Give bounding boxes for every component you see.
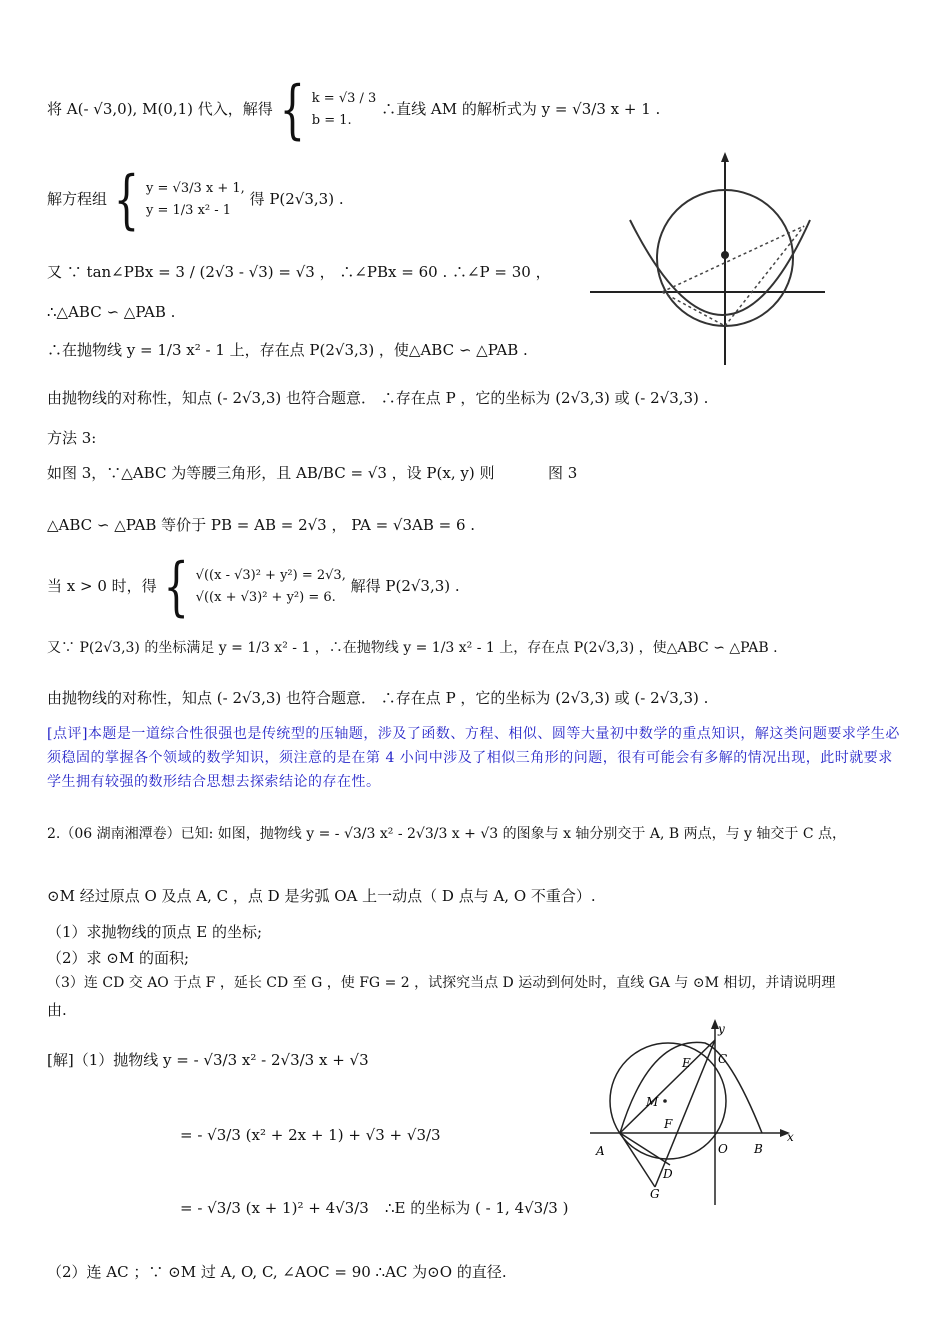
dotted-line-pb	[725, 226, 804, 326]
line-10-tail: 解得 P(2√3,3) .	[350, 577, 460, 595]
label-a: A	[596, 1144, 605, 1158]
line-1-text: 将 A(- √3,0), M(0,1) 代入，解得	[47, 100, 273, 118]
label-x: x	[787, 1130, 794, 1144]
line-11: 又∵ P(2√3,3) 的坐标满足 y = 1/3 x² - 1 ，∴在抛物线 y = 1/3 x² - 1 上，存在点 P(2√3,3) ，使△ABC ∽ △PAB .	[47, 640, 778, 656]
question-2-part-1: （1）求抛物线的顶点 E 的坐标;	[47, 923, 263, 941]
label-g: G	[650, 1187, 660, 1201]
figure-3-caption: 图 3	[548, 464, 578, 482]
line-9: △ABC ∽ △PAB 等价于 PB = AB = 2√3 ， PA = √3AB = 6 .	[47, 516, 476, 534]
question-2-part-3b: 由.	[47, 1001, 67, 1019]
label-o: O	[718, 1142, 728, 1156]
system-2	[146, 178, 245, 222]
system-2-row-a: y = √3/3 x + 1,	[146, 181, 245, 196]
brace: {	[279, 73, 306, 147]
system-1-row-a: k = √3 / 3	[311, 91, 377, 106]
line-7: 方法 3:	[47, 429, 97, 447]
segment-ag	[620, 1133, 655, 1187]
label-e: E	[682, 1056, 691, 1070]
figure-3	[590, 150, 830, 370]
dotted-line-pa	[662, 226, 804, 292]
question-2-part-3a: （3）连 CD 交 AO 于点 F ，延长 CD 至 G ，使 FG = 2 ，试探究当点 D 运动到何处时，直线 GA 与 ⊙M 相切，并请说明理	[47, 975, 836, 991]
point-m	[663, 1099, 667, 1103]
center-point	[721, 251, 729, 259]
circle-m	[610, 1043, 726, 1159]
label-m: M	[646, 1095, 659, 1109]
line-1	[47, 73, 661, 147]
line-3: 又 ∵ tan∠PBx = 3 / (2√3 - √3) = √3 ， ∴∠PBx = 60 . ∴∠P = 30 ，	[47, 263, 551, 281]
line-2-tail: 得 P(2√3,3) .	[249, 190, 344, 208]
system-1	[312, 88, 377, 132]
line-5: ∴在抛物线 y = 1/3 x² - 1 上，存在点 P(2√3,3) ，使△ABC ∽ △PAB .	[47, 341, 528, 359]
line-8: 如图 3，∵△ABC 为等腰三角形，且 AB/BC = √3 ，设 P(x, y) 则	[47, 464, 495, 482]
label-c: C	[718, 1052, 728, 1066]
label-f: F	[664, 1117, 673, 1131]
line-4: ∴△ABC ∽ △PAB .	[47, 303, 176, 321]
solution-line-3: = - √3/3 (x + 1)² + 4√3/3	[180, 1199, 369, 1217]
system-1-row-b: b = 1.	[311, 113, 352, 128]
system-3-row-b: √((x + √3)² + y²) = 6.	[195, 590, 336, 605]
figure-q2-svg	[590, 1015, 810, 1215]
line-10-prefix: 当 x > 0 时，得	[47, 577, 157, 595]
solution-line-4: （2）连 AC ；∵ ⊙M 过 A, O, C, ∠AOC = 90 ∴AC 为⊙O 的直径.	[47, 1263, 507, 1281]
solution-line-3-tail: ∴E 的坐标为 ( - 1, 4√3/3 )	[385, 1199, 569, 1217]
line-10	[47, 550, 460, 624]
figure-q2	[590, 1015, 810, 1215]
line-1-tail: ∴直线 AM 的解析式为 y = √3/3 x + 1 .	[381, 100, 661, 118]
brace: {	[113, 163, 140, 237]
line-12: 由抛物线的对称性，知点 (- 2√3,3) 也符合题意． ∴存在点 P ，它的坐标为 (2√3,3) 或 (- 2√3,3) .	[47, 689, 709, 707]
commentary: [点评]本题是一道综合性很强也是传统型的压轴题，涉及了函数、方程、相似、圆等大量初中数学的重点知识，解这类问题要求学生必须稳固的掌握各个领域的数学知识，须注意的是在第 4 小问中涉及了相似三角形的问题，很有可能会有多解的情况出现，此时就要求学生拥有较强的数形结合思想去探索结论的存在性。	[47, 726, 900, 790]
system-2-row-b: y = 1/3 x² - 1	[146, 203, 232, 218]
parabola	[620, 1042, 762, 1133]
line-2-prefix: 解方程组	[47, 190, 108, 208]
system-3	[196, 565, 346, 609]
question-2-b: ⊙M 经过原点 O 及点 A, C ，点 D 是劣弧 OA 上一动点（ D 点与 A, O 不重合）.	[47, 887, 596, 905]
label-y: y	[718, 1022, 725, 1036]
question-2-a: 2.（06 湖南湘潭卷）已知: 如图，抛物线 y = - √3/3 x² - 2√3/3 x + √3 的图象与 x 轴分别交于 A, B 两点，与 y 轴交于 C 点，	[47, 826, 847, 842]
line-2	[47, 163, 344, 237]
parabola	[630, 220, 810, 315]
figure-3-svg	[590, 150, 830, 370]
question-2-part-2: （2）求 ⊙M 的面积;	[47, 949, 190, 967]
solution-line-1: [解]（1）抛物线 y = - √3/3 x² - 2√3/3 x + √3	[47, 1051, 369, 1069]
solution-line-2: = - √3/3 (x² + 2x + 1) + √3 + √3/3	[180, 1126, 441, 1144]
label-b: B	[754, 1142, 763, 1156]
label-d: D	[663, 1167, 673, 1181]
line-6: 由抛物线的对称性，知点 (- 2√3,3) 也符合题意． ∴存在点 P ，它的坐标为 (2√3,3) 或 (- 2√3,3) .	[47, 389, 709, 407]
y-axis-arrow-icon	[721, 152, 729, 162]
dotted-line-ac	[662, 292, 725, 326]
brace: {	[163, 550, 189, 624]
system-3-row-a: √((x - √3)² + y²) = 2√3,	[195, 568, 346, 583]
segment-ad	[620, 1133, 670, 1165]
